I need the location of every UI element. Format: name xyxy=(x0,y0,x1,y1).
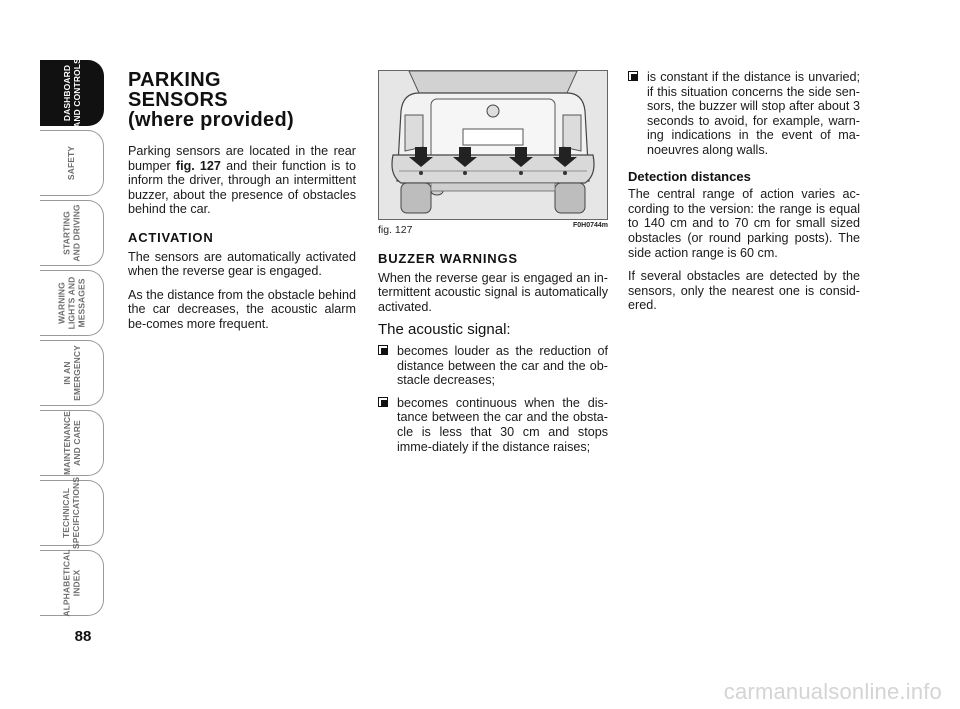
acoustic-signal-list xyxy=(378,344,608,454)
intro-text: and their function is to inform the driver, through an intermittent buzzer, about the presence of obstacles behind the car. xyxy=(128,158,357,217)
list-item-text: is constant if the distance is unvaried; if this situation concerns the side sen-sors, the buzzer will stop after about 3 seconds to avoid, for example, warn-ing indications in the event of ma-noeuvres along walls. xyxy=(647,70,860,157)
tab-dashboard-and-controls[interactable] xyxy=(40,60,104,126)
activation-paragraph: As the distance from the obstacle behind the car decreases, the acoustic alarm be-comes more frequent. xyxy=(128,287,356,331)
tab-in-an-emergency[interactable] xyxy=(40,340,104,406)
tab-label: ALPHABETICAL INDEX xyxy=(61,549,82,617)
list-item xyxy=(378,344,608,388)
tab-starting-and-driving[interactable] xyxy=(40,200,104,266)
acoustic-signal-list-continued xyxy=(628,70,860,158)
title-line: (where provided) xyxy=(128,109,294,131)
rear-bumper-illustration xyxy=(378,70,608,220)
checkbox-bullet-icon xyxy=(378,397,388,407)
list-item-text: becomes louder as the reduction of distance between the car and the ob-stacle decreases; xyxy=(397,343,608,388)
tab-maintenance-and-care[interactable] xyxy=(40,410,104,476)
title-line: SENSORS xyxy=(128,89,228,111)
figure-code: F0H0744m xyxy=(572,222,608,229)
tab-label: DASHBOARD AND CONTROLS xyxy=(61,58,82,128)
tab-label: SAFETY xyxy=(66,145,77,181)
column-right xyxy=(628,70,860,322)
title-line: PARKING xyxy=(128,69,221,91)
checkbox-bullet-icon xyxy=(628,71,638,81)
list-item xyxy=(628,70,860,158)
tab-alphabetical-index[interactable] xyxy=(40,550,104,616)
page-title xyxy=(128,70,356,130)
tab-label: TECHNICAL SPECIFICATIONS xyxy=(61,476,82,550)
buzzer-heading: BUZZER WARNINGS xyxy=(378,251,518,266)
list-item-text: becomes continuous when the dis-tance between the car and the obsta-cle is less that 30 cm and stops imme-diately if the distance raises; xyxy=(397,395,608,454)
intro-text: Parking sensors are located in the rear bumper xyxy=(128,144,356,173)
column-middle xyxy=(378,252,608,462)
figure-reference: fig. 127 xyxy=(175,158,221,173)
tab-warning-lights-and-messages[interactable] xyxy=(40,270,104,336)
detection-paragraph: If several obstacles are detected by the sensors, only the nearest one is consid-ered. xyxy=(628,269,860,313)
tab-label: STARTING AND DRIVING xyxy=(61,204,82,262)
activation-paragraph: The sensors are automatically activated when the reverse gear is engaged. xyxy=(128,249,356,279)
tab-label: IN AN EMERGENCY xyxy=(61,345,82,401)
tab-label: WARNING LIGHTS AND MESSAGES xyxy=(56,276,87,330)
activation-heading: ACTIVATION xyxy=(128,229,214,245)
buzzer-paragraph: When the reverse gear is engaged an in-termittent acoustic signal is automatically activated. xyxy=(378,270,608,314)
tab-technical-specifications[interactable] xyxy=(40,476,104,550)
car-rear-drawing xyxy=(379,71,607,219)
detection-heading: Detection distances xyxy=(628,168,751,184)
tab-label: MAINTENANCE AND CARE xyxy=(61,411,82,475)
figure-caption: fig. 127 xyxy=(378,224,413,236)
detection-paragraph: The central range of action varies ac-cording to the version: the range is equal to 140 cm and to 70 cm for small sized obstacles (or round parking posts). The side action range is 60 cm. xyxy=(628,187,860,260)
column-left xyxy=(128,70,356,341)
page-number: 88 xyxy=(74,628,92,645)
list-item xyxy=(378,396,608,454)
acoustic-signal-heading: The acoustic signal: xyxy=(378,321,511,339)
tab-safety[interactable] xyxy=(40,130,104,196)
intro-paragraph xyxy=(128,144,356,217)
watermark: carmanualsonline.info xyxy=(723,679,942,704)
checkbox-bullet-icon xyxy=(378,345,388,355)
